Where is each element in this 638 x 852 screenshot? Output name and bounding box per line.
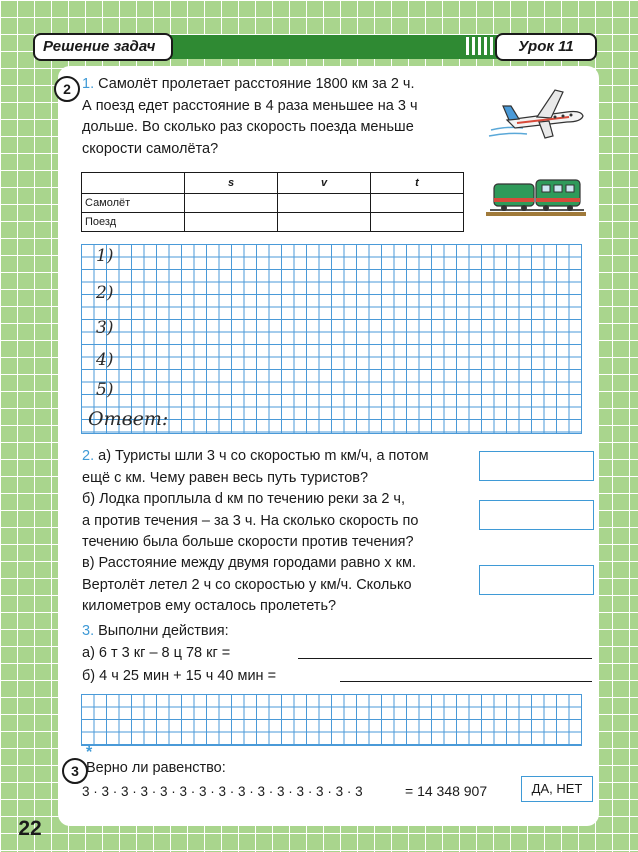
problem-1-text [82, 74, 482, 160]
table-cell[interactable] [185, 213, 278, 232]
problem-2b-line: б) Лодка проплыла d км по течению реки за 2 ч, [82, 491, 405, 507]
table-cell[interactable] [278, 213, 371, 232]
problem-2c [82, 553, 477, 618]
answer-line-3a[interactable] [298, 657, 592, 659]
problem-2b [82, 489, 477, 554]
table-cell[interactable] [185, 194, 278, 213]
airplane-illustration [487, 86, 587, 142]
row-label-plane: Самолёт [82, 194, 185, 213]
table-row [82, 213, 464, 232]
table-header-v: v [278, 173, 371, 194]
yes-no-answer-box[interactable]: ДА, НЕТ [521, 776, 593, 802]
lesson-label: Урок 11 [495, 33, 597, 61]
problem-2a-line: ещё c км. Чему равен весь путь туристов? [82, 469, 369, 486]
task-3-star: * [86, 744, 93, 761]
problem-3-number: 3. [82, 623, 95, 639]
table-header-t: t [371, 173, 464, 194]
handwritten-step-5: 5) [96, 380, 114, 400]
solution-grid-1[interactable] [81, 244, 582, 434]
problem-1-line: Самолёт пролетает расстояние 1800 км за 2 ч. [98, 76, 415, 92]
row-label-train: Поезд [82, 213, 185, 232]
problem-2c-line: километров ему осталось пролететь? [82, 598, 337, 614]
problem-3-title [82, 621, 229, 643]
table-header-s: s [185, 173, 278, 194]
problem-3-title-text: Выполни действия: [98, 623, 229, 639]
section-title: Решение задач [33, 33, 173, 61]
problem-1-number: 1. [82, 76, 95, 92]
answer-box-2b[interactable] [479, 500, 594, 530]
answer-box-2a[interactable] [479, 451, 594, 481]
problem-2-number: 2. [82, 448, 95, 464]
task-badge-3: 3 [62, 758, 88, 784]
table-cell[interactable] [371, 213, 464, 232]
handwritten-step-4: 4) [96, 350, 114, 370]
solution-grid-3[interactable] [81, 694, 582, 746]
task-3-result: = 14 348 907 [405, 783, 488, 799]
problem-3b-text: б) 4 ч 25 мин + 15 ч 40 мин = [82, 668, 277, 684]
table-row [82, 194, 464, 213]
page-number: 22 [18, 817, 42, 840]
answer-line-3b[interactable] [340, 680, 592, 682]
speed-table [81, 172, 464, 232]
problem-1-line: А поезд едет расстояние в 4 раза меньшее на 3 ч [82, 97, 418, 114]
problem-2c-line: Вертолёт летел 2 ч со скоростью y км/ч. Сколько [82, 576, 412, 593]
table-cell[interactable] [371, 194, 464, 213]
problem-1-line: скорости самолёта? [82, 140, 219, 157]
handwritten-step-2: 2) [96, 283, 114, 303]
task-3-expression: 3 · 3 · 3 · 3 · 3 · 3 · 3 · 3 · 3 · 3 · 3 · 3 · 3 · 3 · 3 [82, 784, 363, 799]
table-header [82, 173, 185, 194]
problem-2b-line: течению была больше скорости против течения? [82, 534, 414, 550]
problem-2a [82, 446, 472, 489]
problem-2a-line: а) Туристы шли 3 ч со скоростью m км/ч, а потом [98, 448, 429, 464]
header-decor-bars [466, 37, 494, 55]
handwritten-step-1: 1) [96, 246, 114, 266]
problem-2c-line: в) Расстояние между двумя городами равно x км. [82, 555, 417, 571]
problem-3a-text: а) 6 т 3 кг – 8 ц 78 кг = [82, 645, 231, 661]
task-3-title: Верно ли равенство: [86, 760, 226, 776]
problem-2b-line: а против течения – за 3 ч. На сколько скорость по [82, 512, 419, 529]
train-illustration [484, 170, 588, 220]
task-badge-2: 2 [54, 76, 80, 102]
answer-box-2c[interactable] [479, 565, 594, 595]
problem-1-line: дольше. Во сколько раз скорость поезда меньше [82, 119, 414, 135]
table-cell[interactable] [278, 194, 371, 213]
handwritten-answer-label: Ответ: [88, 408, 169, 430]
handwritten-step-3: 3) [96, 318, 114, 338]
